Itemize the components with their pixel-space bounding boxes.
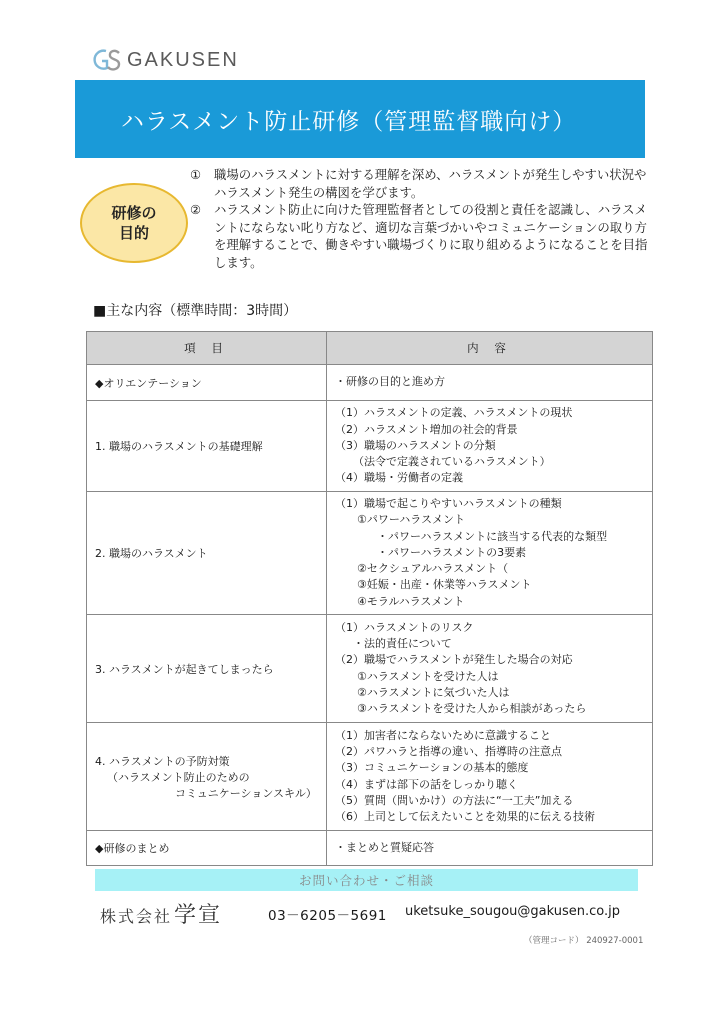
row-content — [327, 723, 653, 831]
content-line: ・研修の目的と進め方 — [335, 375, 445, 389]
table-row — [87, 365, 653, 401]
content-line: ③ハラスメントを受けた人から相談があったら — [357, 702, 587, 716]
table-row — [87, 492, 653, 615]
gakusen-logo-mark-icon — [93, 46, 123, 74]
row-item: ◆オリエンテーション — [87, 365, 327, 401]
content-line: ・パワーハラスメントの3要素 — [377, 545, 527, 559]
content-line: （2）パワハラと指導の違い、指導時の注意点 — [335, 744, 562, 758]
contact-bar-label: お問い合わせ・ご相談 — [298, 873, 434, 888]
content-line: （6）上司として伝えたいことを効果的に伝える技術 — [335, 810, 595, 824]
content-line: ②セクシュアルハラスメント（ — [357, 562, 509, 576]
row-item: 3. ハラスメントが起きてしまったら — [87, 615, 327, 723]
header-item: 項 目 — [87, 332, 327, 365]
row-item: ◆研修のまとめ — [87, 831, 327, 866]
company-logo — [93, 46, 239, 74]
content-line: ・まとめと質疑応答 — [335, 840, 434, 854]
content-line: ③妊娠・出産・休業等ハラスメント — [357, 578, 532, 592]
table-row — [87, 401, 653, 492]
logo-text: GAKUSEN — [127, 48, 239, 71]
content-line: （2）職場でハラスメントが発生した場合の対応 — [335, 653, 573, 667]
row-content — [327, 831, 653, 866]
content-line: （1）ハラスメントのリスク — [335, 620, 474, 634]
purpose-list — [190, 166, 650, 271]
row-item-title: 4. ハラスメントの予防対策 — [95, 754, 230, 768]
table-header-row — [87, 332, 653, 365]
content-line: （4）まずは部下の話をしっかり聴く — [335, 777, 518, 791]
content-line: ②ハラスメントに気づいた人は — [357, 685, 510, 699]
purpose-badge-line2: 目的 — [118, 224, 149, 242]
company-name-text: 学宣 — [174, 903, 223, 928]
content-line: （1）ハラスメントの定義、ハラスメントの現状 — [335, 406, 573, 420]
company-name — [100, 898, 222, 929]
content-line: ①パワーハラスメント — [357, 513, 465, 527]
table-row — [87, 615, 653, 723]
header-content: 内 容 — [327, 332, 653, 365]
content-line: ・パワーハラスメントに該当する代表的な類型 — [377, 529, 608, 543]
content-line: （5）質問（問いかけ）の方法に“一工夫”加える — [335, 793, 574, 807]
purpose-number: ② — [190, 202, 202, 217]
purpose-number: ① — [190, 167, 202, 182]
purpose-badge-line1: 研修の — [111, 204, 157, 222]
company-prefix: 株式会社 — [100, 907, 173, 926]
content-table — [86, 331, 653, 866]
table-row — [87, 723, 653, 831]
contact-bar — [95, 869, 638, 891]
content-line: （2）ハラスメント増加の社会的背景 — [335, 422, 518, 436]
content-line: （4）職場・労働者の定義 — [335, 471, 463, 485]
title-banner — [75, 80, 645, 158]
content-line: （3）職場のハラスメントの分類 — [335, 438, 496, 452]
row-content — [327, 365, 653, 401]
page-title: ハラスメント防止研修（管理監督職向け） — [121, 108, 577, 135]
purpose-item — [190, 201, 650, 271]
content-line: ①ハラスメントを受けた人は — [357, 669, 499, 683]
content-line: （1）職場で起こりやすいハラスメントの種類 — [335, 497, 562, 510]
purpose-item — [190, 166, 650, 201]
row-item — [87, 723, 327, 831]
purpose-text: ハラスメント防止に向けた管理監督者としての役割と責任を認識し、ハラスメントにならない叱り方など、適切な言葉づかいやコミュニケーションの取り方を理解することで、働きやすい職場づくりに取り組めるようになることを目指します。 — [214, 202, 648, 270]
phone-number: 03－6205－5691 — [268, 908, 387, 924]
content-line: （1）加害者にならないために意識すること — [335, 728, 551, 742]
purpose-badge — [80, 183, 188, 263]
row-item-subtitle: （ハラスメント防止のための — [107, 770, 250, 784]
email-address[interactable]: uketsuke_sougou@gakusen.co.jp — [405, 904, 620, 919]
section-heading: ■主な内容（標準時間：3時間） — [93, 303, 298, 319]
content-line: （3）コミュニケーションの基本的態度 — [335, 761, 529, 775]
content-line: ・法的責任について — [353, 636, 452, 650]
content-line: （法令で定義されているハラスメント） — [353, 455, 551, 469]
row-item: 2. 職場のハラスメント — [87, 492, 327, 615]
purpose-text: 職場のハラスメントに対する理解を深め、ハラスメントが発生しやすい状況やハラスメント発生の構図を学びます。 — [214, 167, 647, 200]
row-item-subtitle: コミュニケーションスキル） — [175, 786, 317, 800]
row-content — [327, 615, 653, 723]
row-content — [327, 492, 653, 615]
content-line: ④モラルハラスメント — [357, 594, 465, 608]
table-row — [87, 831, 653, 866]
management-code: （管理コード） 240927-0001 — [524, 936, 644, 946]
row-item: 1. 職場のハラスメントの基礎理解 — [87, 401, 327, 492]
row-content — [327, 401, 653, 492]
